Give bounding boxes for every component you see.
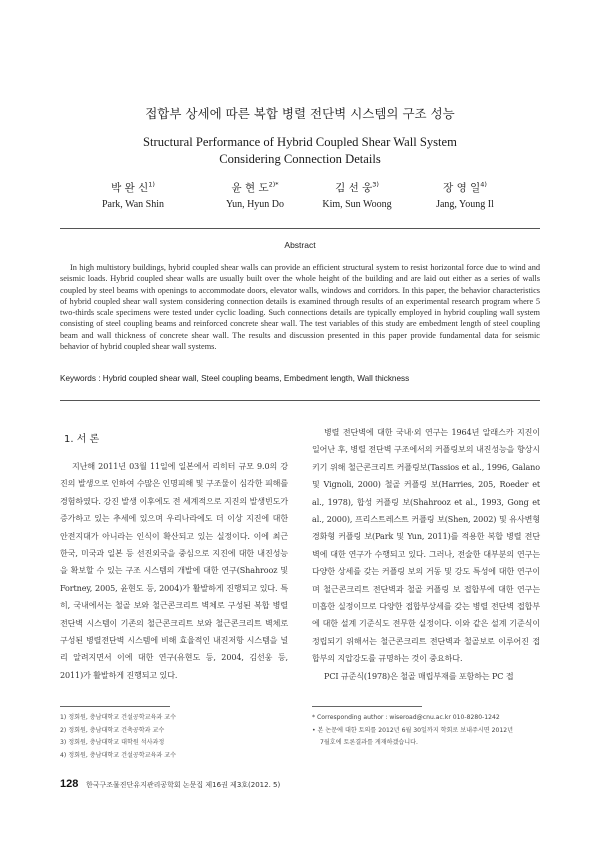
abstract-text: In high multistory buildings, hybrid coupled shear walls can provide an efficient structural system to resist horizontal force due to wind and seismic loads. Hybrid coupled shear walls are usually built over the whole height of the building and are laid out either as a series of walls coupled by steel beams with openings to accommodate doors, elevator walls, windows and corridors. In this paper, the behavior characteristics of hybrid coupled shear wall system considering connection details is examined through results of an experimental research program where 5 two-thirds scale specimens were tested under cyclic loading. Such connections details are typically employed in hybrid coupling wall system consisting of steel coupling beams and reinforced concrete shear wall. The test variables of this study are embedment length of steel coupling beam and wall thickness of concrete shear wall. The results and discussion presented in this paper provide fundamental data for seismic behavior of hybrid coupled shear wall systems. [60,263,540,351]
author-3 [307,180,407,210]
author-4-en: Jang, Young Il [436,199,494,210]
author-3-kr: 김 선 웅 [335,182,373,194]
abstract-heading: Abstract [284,240,316,250]
author-2-kr: 윤 현 도 [231,182,269,194]
right-column-paragraph-1: 병렬 전단벽에 대한 국내·외 연구는 1964년 알래스카 지진이 일어난 후, 병렬 전단벽 구조에서의 커플링보의 내진성능을 향상시키기 위해 철근콘크리트 커플링보(Tassios et al., 1996, Galano 및 Vignoli, 2000) 철골 커플링 보(Harries, 205, Roeder et al., 1978), 합성 커플링 보(Shahrooz et al., 1993, Gong et al., 2000), 프리스트레스트 커플링 보(Shen, 2002) 및 유사변형 경화형 커플링 보(Park 및 Yun, 2011)를 적용한 복합 병렬 전단벽에 대한 연구가 수행되고 있다. 그러나, 전술한 대부분의 연구는 다양한 상세를 갖는 커플링 보의 거동 및 강도 특성에 대한 연구이며 철근콘크리트 전단벽과 철골 커플링 보 접합부에 대한 연구는 미흡한 실정이므로 다양한 접합부상세를 갖는 병렬 전단벽 접합부에 대한 설계 기준식도 전무한 실정이다. 이와 같은 설계 기준식이 정립되기 위해서는 철근콘크리트 전단벽과 철골보로 이루어진 접합부의 지압강도를 규명하는 것이 중요하다. [312,428,540,664]
keywords-line [60,374,540,383]
author-list [101,180,500,220]
author-affiliation-footnotes [60,712,290,762]
footnote-1: 1) 정회원, 충남대학교 건설공학교육과 교수 [60,714,177,721]
discussion-note: • 본 논문에 대한 토의를 2012년 6월 30일까지 학회로 보내주시면 2012년 [312,726,514,734]
author-3-sup: 3) [372,180,379,189]
author-2-sup: 2)* [268,180,279,189]
author-4 [415,180,515,210]
section-heading-introduction: 1. 서 론 [64,434,100,445]
title-en-line1: Structural Performance of Hybrid Coupled Shear Wall System [143,135,457,149]
author-4-kr: 장 영 일 [443,182,481,194]
corresponding-author-note: * Corresponding author : wiseroad@cnu.ac.kr 010-8280-1242 [312,714,500,721]
author-4-sup: 4) [480,180,487,189]
author-1 [83,180,183,210]
author-1-kr: 박 완 신 [111,182,149,194]
page-number: 128 [60,778,79,790]
discussion-note-cont: 7월호에 토론결과를 게재하겠습니다. [320,739,418,746]
footnote-3: 3) 정회원, 충남대학교 대학원 석사과정 [60,739,165,746]
author-1-sup: 1) [148,180,155,189]
footnote-4: 4) 정회원, 충남대학교 건설공학교육과 교수 [60,751,177,759]
footnote-rule-right [312,706,422,707]
paper-title-english [0,134,600,168]
author-1-en: Park, Wan Shin [101,199,165,210]
journal-info: 한국구조물진단유지관리공학회 논문집 제16권 제3호(2012. 5) [86,781,281,789]
abstract-top-rule [60,228,540,229]
footnote-2: 2) 정회원, 충남대학교 건축공학과 교수 [60,726,165,734]
paper-title-korean: 접합부 상세에 따른 복합 병렬 전단벽 시스템의 구조 성능 [145,106,455,121]
title-en-line2: Considering Connection Details [219,152,381,166]
footnote-rule-left [60,706,170,707]
keywords-label: Keywords : [60,374,101,383]
right-column-body [312,424,540,685]
author-2-en: Yun, Hyun Do [225,199,285,210]
author-2 [205,180,305,210]
author-3-en: Kim, Sun Woong [322,199,392,210]
left-column-body: 지난해 2011년 03월 11일에 일본에서 리히터 규모 9.0의 강진의 발생으로 인하여 수많은 인명피해 및 구조물이 심각한 피해를 경험하였다. 강진 발생 이후에도 전 세계적으로 지진의 발생빈도가 증가하고 있는 추세에 있으며 우리나라에도 더 이상 지진에 대한 안전지대가 아니라는 인식이 확산되고 있는 실정이다. 이에 최근 한국, 미국과 일본 등 선진외국을 중심으로 지진에 대한 내진성능을 확보할 수 있는 구조 시스템의 개발에 대한 연구(Shahrooz 및 Fortney, 2005, 윤현도 등, 2004)가 활발하게 진행되고 있다. 특히, 국내에서는 철골 보와 철근콘크리트 벽체로 구성된 복합 병렬 전단벽 시스템이 기존의 철근콘크리트 보와 철근콘크리트 벽체로 구성된 병렬전단벽 시스템에 비해 효율적인 내진저항 시스템을 널리 알려지면서 이에 대한 연구(유현도 등, 2004, 김선웅 등, 2011)가 활발하게 진행되고 있다. [60,462,288,680]
abstract-bottom-rule [60,400,540,401]
keywords-text: Hybrid coupled shear wall, Steel coupling beams, Embedment length, Wall thickness [102,374,410,383]
right-column-paragraph-2: PCI 규준식(1978)은 철골 매립부재를 포함하는 PC 접 [324,671,514,681]
correspondence-footnotes [312,712,542,750]
